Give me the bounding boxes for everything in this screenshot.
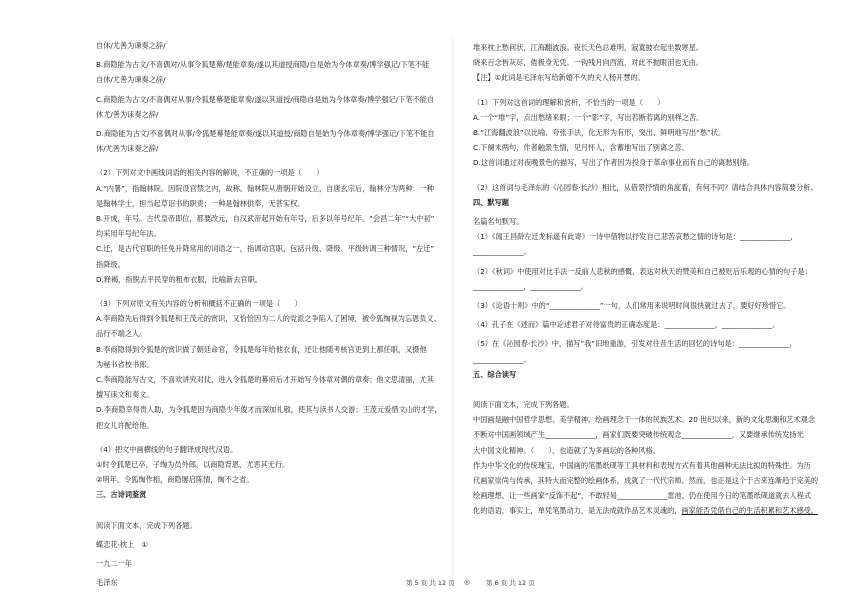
poem-author: 毛泽东: [96, 578, 118, 588]
dictation-1: （1）《闻王昌龄左迁龙标遥有此寄》一诗中借物以抒发自己悲苦哀愁之情的诗句是：______________，: [473, 232, 798, 242]
poem-title: 蝶恋花·枕上 ①: [96, 539, 148, 549]
passage-line-6: 绘画理想，让一些画家“反饰不起”，不敢轻易______________雷池，仍在使用今日的笔墨纸砚道就去人程式: [473, 491, 812, 501]
poem-q1-option-a: A.一个“堆”字，点出愁绪来眼；一个“影”字，写出若断若离的别样之苦。: [473, 112, 704, 122]
left-column: [96, 38, 486, 591]
q2-option-d: D.释褐，指脱去平民穿的粗布衣服，比喻新去官职。: [96, 274, 262, 284]
reading-instruction: 阅读下面文本，完成下列各题。: [96, 520, 197, 530]
q4-sentence-2: ②明年，令狐绹作相，商隐屡启陈情，绹不之省。: [96, 475, 254, 485]
poem-line-1: 堆来枕上愁何状，江海翻波浪。夜长天色总难明，寂寞披衣起坐数寒星。: [473, 43, 704, 52]
section-5-heading: 五、综合读写: [473, 369, 517, 379]
q2-option-a-tail: 是翰林学士，担当起草诏书的职责；一种是翰林供奉，无甚实权。: [96, 198, 305, 208]
right-column: [473, 40, 860, 519]
q2-option-a: A.“内署”，指翰林院。因院设宫禁之内，故称。翰林院从唐朝开始设立，自唐玄宗后，翰林分为两种：一种: [96, 183, 434, 193]
section-3-heading: 三、古诗词鉴赏: [96, 490, 147, 500]
option-a-tail: 自休/尤善为谏奏之辞/: [96, 41, 166, 50]
section-4-heading: 四、默写题: [473, 197, 509, 207]
poem-note: 【注】①此词是毛泽东写给新婚不久的夫人杨开慧的。: [473, 73, 645, 83]
q3-option-a: A.李商隐先后得到令狐楚和王茂元的赏识，又恰恰因为二人的党派之争陷入了困境，被令狐绹视为忘恩负义、: [96, 314, 441, 324]
dictation-5-tail: ______________。: [473, 354, 531, 364]
poem-year: 一九二一年: [96, 559, 132, 569]
comprehensive-instruction: 阅读下面文本，完成下列各题。: [473, 400, 574, 410]
option-b: B.商隐能为古文/不喜偶对/从事令狐楚幕/楚能章奏/遂以其道授商隐/自是始为今体章奏/博学强记/下笔不能: [96, 60, 430, 70]
dictation-1-tail: ______________。: [473, 247, 531, 257]
passage-line-7: [473, 503, 860, 518]
poem-q1-option-d: D.这首词通过对夜晚景色的描写，写出了作者因为投身于革命事业而有自己的离愁别绪。: [473, 158, 754, 168]
poem-q1-option-c: C.下阕末两句，作者触景生情，见月怀人，含蓄地写出了别离之苦。: [473, 143, 689, 153]
dictation-3: （3）《论语十则》中的“______________”一句，人们常用来说明时间很快就过去了，要好好珍惜它。: [473, 301, 791, 311]
dictation-2-tail: ______________，______________。: [473, 281, 589, 291]
passage-line-4: 作为中华文化的传统瑰宝，中国画的笔墨纸砚等工具材料和表现方式有着其他画种无法比拟的特殊性。为历: [473, 460, 811, 470]
option-c: C.商隐能为古文/不喜偶对从事/令狐楚幕楚能章奏/遂以其道授/商隐自是始为今体章奏/博学强记/下笔不能自: [96, 94, 435, 104]
passage-line-7-start: 化的语语，事实上，单凭笔墨动力，是无法成就作品艺术灵魂的，: [473, 506, 682, 516]
passage-line-5: 代画家崇尚与传承，其特大而完整的绘画体系，成就了一代代宗师。然而，也正是这个于古来连渐趋于完美的: [473, 476, 819, 486]
q3-option-c: C.李商隐能写古文，不喜欢讲究对仗，进入令狐楚的幕府后才开始写今体章对偶的章奏；他文思清丽，尤其: [96, 375, 434, 385]
q2-option-c: C.迁，是古代官职的任免升降常用的词语之一，指调动官职，包括升级、降级、平级转调三种情况，“左迁”: [96, 244, 435, 254]
q4-sentence-1: ①时令狐楚已卒，子绹为员外郎，以商隐背恩，尤恶其无行。: [96, 460, 290, 470]
circle-icon: ◎: [464, 578, 470, 586]
option-d: D.商隐能为古文/不喜偶对从事/令狐楚幕楚能章奏/遂以其道授/商隐自是始为今体章奏/博学强记/下笔不能自: [96, 129, 435, 139]
option-d-tail: 休/尤善为诔奏之辞/: [96, 144, 159, 154]
q2-option-b: B.开成，年号。古代皇帝即位，都要改元，自汉武帝起开始有年号，后多以年号纪年。“会昌二年”“大中初”: [96, 214, 435, 224]
q3-option-b: B.李商隐得到令狐楚的赏识做了朝廷命官，令狐楚每年给他衣食，还让他随考核官吏到上都任职，又摄他: [96, 344, 427, 354]
passage-line-1: 中国画是融中国哲学思想、美学精神、绘画理念于一体的民族艺术。20 世纪以来，新的文化思潮和艺术观念: [473, 415, 816, 425]
left-page-number: 第 5 页 共 12 页: [406, 579, 455, 587]
poem-question-2: （2）这首词与毛泽东的《沁园春·长沙》相比，从借景抒情的角度看，有何不同？请结合具体内容简要分析。: [473, 182, 818, 192]
q2-option-c-tail: 指降级。: [96, 259, 125, 269]
underlined-sentence: 画家能否凭借自己的生活积累和艺术感受，: [681, 506, 819, 516]
dictation-instruction: 名篇名句默写。: [473, 217, 524, 227]
poem-q1-option-b: B.“江海翻波浪”以比喻、夸张手法，化无形为有形，突出、鲜明地写出“愁”状。: [473, 128, 726, 138]
passage-line-3: 大中国文化精神。（ ），也造就了为多画坛的各种风格。: [473, 445, 660, 455]
option-c-tail: 休尤/善为诔奏之辞/: [96, 109, 159, 119]
q3-option-d-tail: 把女儿许配给他。: [96, 420, 154, 430]
dictation-5: （5）在《沁园春·长沙》中，描写“我”旧地重游，引发对往昔生活的回忆的诗句是：______________，: [473, 339, 797, 349]
question-4: （4）把文中画横线的句子翻译成现代汉语。: [96, 444, 238, 454]
q3-option-c-tail: 擅写诔文和奏文。: [96, 390, 154, 400]
question-2: （2）下列对文中画线词语的相关内容的解说，不正确的一项是（ ）: [96, 168, 324, 178]
q2-option-b-tail: 均采用年号纪年法。: [96, 229, 161, 239]
q3-option-b-tail: 为秘书省校书郎。: [96, 359, 154, 369]
poem-line-2: 晓来百念皆灰尽，倦极身无凭。一钩残月向西流，对此不抛眼泪也无由。: [473, 58, 704, 68]
option-b-tail: 自休/尤善为谏奏之辞/: [96, 75, 166, 85]
poem-question-1: （1）下列对这首词的理解和赏析，不恰当的一项是（ ）: [473, 97, 665, 107]
q3-option-a-tail: 品行不端之人。: [96, 329, 147, 339]
dictation-4: （4）孔子在《述而》篇中论述君子对待富贵的正确态度是：______________，______________。: [473, 320, 780, 330]
passage-line-2: 不断对中国画领域产生______________，画家们既要突破传统观念______________，又要继承传统发扬光: [473, 430, 804, 440]
q3-option-d: D.李商隐幸得贵人助，为令狐楚因为商隐少年俊才而深加礼敬，使其与读书人交游；王茂元爱惜文山的才学，: [96, 405, 442, 415]
dictation-2: （2）《秋词》中使用对比手法一反前人悲秋的感慨，表达对秋天的赞美和自己被贬后乐观的心情的句子是：: [473, 266, 812, 276]
right-page-number: 第 6 页 共 12 页: [486, 579, 535, 587]
question-3: （3）下列对原文有关内容的分析和概括不正确的一项是（ ）: [96, 299, 302, 309]
